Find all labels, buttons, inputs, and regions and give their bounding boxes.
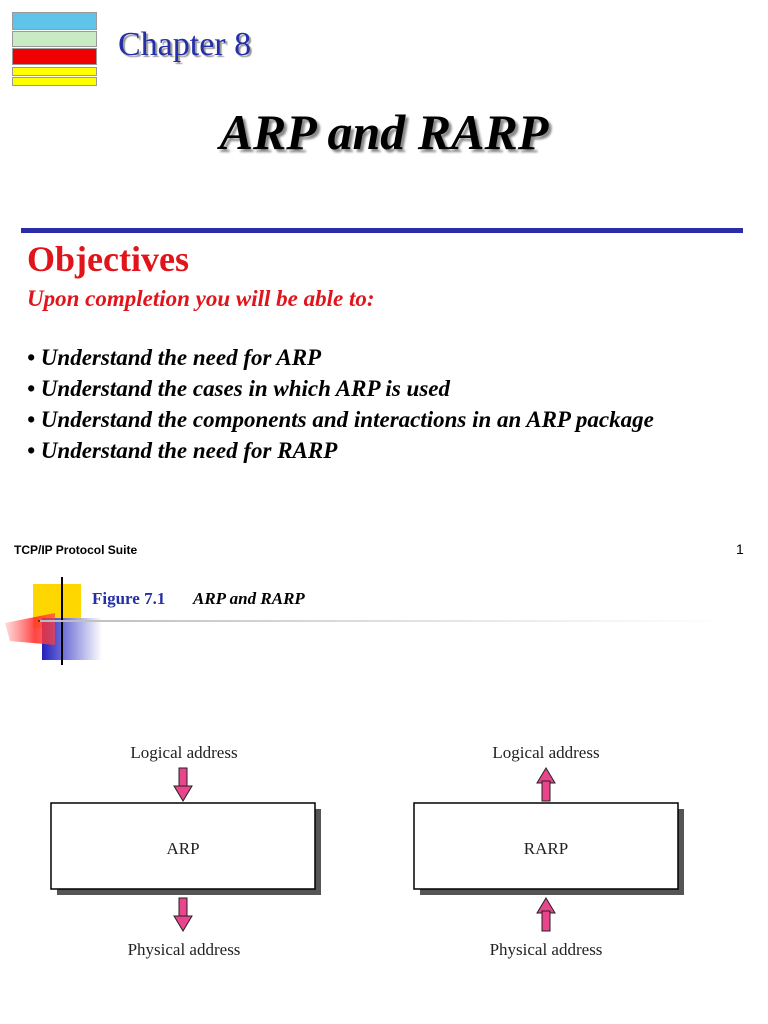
arp-down-arrow-icon (174, 768, 192, 801)
objective-item: • Understand the cases in which ARP is used (27, 376, 450, 401)
figure-title: ARP and RARP (193, 589, 305, 608)
page-number: 1 (736, 541, 744, 557)
rarp-input-label: Physical address (489, 940, 603, 959)
title-divider (21, 228, 743, 233)
figure-divider (40, 620, 730, 622)
decor-bar-cyan (12, 12, 97, 30)
objective-item: • Understand the need for RARP (27, 438, 338, 463)
rarp-block (414, 743, 684, 959)
decor-bar-green (12, 31, 97, 47)
arp-output-label: Physical address (127, 940, 241, 959)
rarp-input-arrow-icon (537, 898, 555, 931)
rarp-box-label: RARP (523, 839, 569, 858)
slide-title: ARP and RARP (219, 104, 549, 160)
figure-label: Figure 7.1 (92, 589, 166, 608)
objective-item: • Understand the need for ARP (27, 345, 322, 370)
arp-rarp-diagram (0, 730, 768, 970)
rarp-up-arrow-icon (537, 768, 555, 801)
rarp-output-label: Logical address (492, 743, 600, 762)
decor-bar-yellow-1 (12, 67, 97, 76)
arp-box-label: ARP (166, 839, 200, 858)
chapter-heading: Chapter 8 (118, 26, 252, 63)
footer-course: TCP/IP Protocol Suite (14, 543, 138, 557)
arp-input-label: Logical address (130, 743, 238, 762)
objectives-list (27, 342, 654, 466)
arp-block (51, 743, 321, 959)
objectives-subheading: Upon completion you will be able to: (27, 286, 375, 311)
decor-bar-yellow-2 (12, 77, 97, 86)
decor-bar-red (12, 48, 97, 65)
objectives-heading: Objectives (27, 239, 189, 279)
objective-item: • Understand the components and interactions in an ARP package (27, 407, 654, 432)
arp-output-arrow-icon (174, 898, 192, 931)
